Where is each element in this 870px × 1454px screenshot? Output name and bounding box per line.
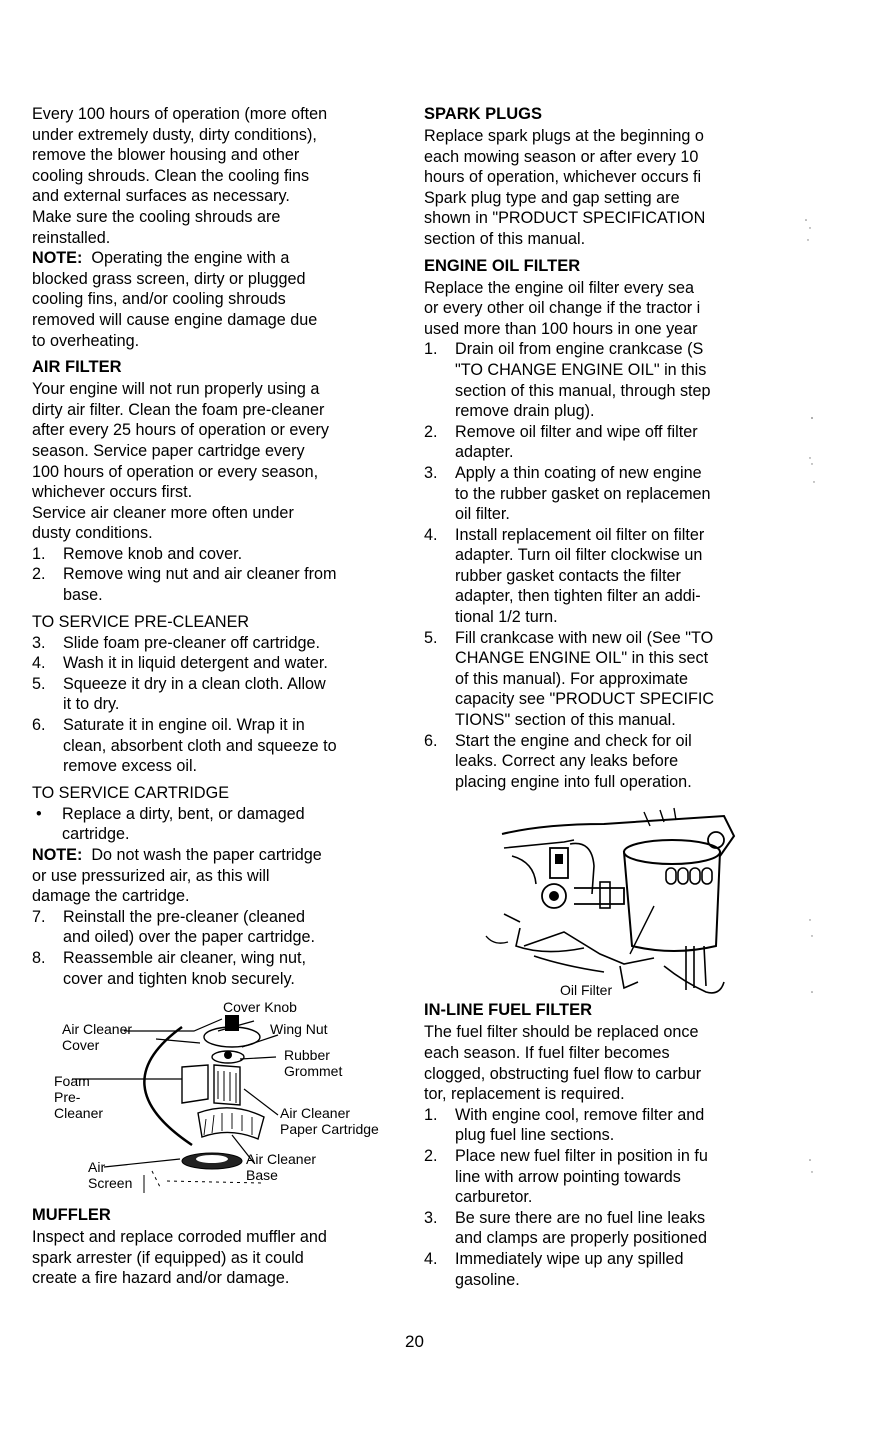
pre-cleaner-heading: TO SERVICE PRE-CLEANER	[32, 612, 250, 631]
fuel-filter-text	[424, 1022, 804, 1104]
text-line: adapter, then tighten filter an addi-	[455, 587, 701, 606]
text-line: remove the blower housing and other	[32, 146, 300, 165]
text-line: cartridge.	[62, 825, 130, 844]
list-item	[32, 544, 407, 565]
text-line: season. Service paper cartridge every	[32, 441, 305, 460]
text-line: With engine cool, remove filter and	[455, 1105, 705, 1124]
list-text	[63, 907, 407, 948]
text-line: Squeeze it dry in a clean cloth. Allow	[63, 674, 326, 693]
text-line: Start the engine and check for oil	[455, 731, 692, 750]
list-item	[32, 653, 407, 674]
text-line: removed will cause engine damage due	[32, 310, 318, 329]
list-marker: 5.	[32, 674, 46, 693]
text-line: Slide foam pre-cleaner off cartridge.	[63, 633, 321, 652]
list-text	[63, 948, 407, 989]
text-line: Operating the engine with a	[82, 249, 290, 268]
text-line: Make sure the cooling shrouds are	[32, 207, 281, 226]
list-text	[455, 463, 804, 525]
list-marker: 7.	[32, 907, 46, 926]
list-text	[455, 1249, 804, 1290]
text-line: damage the cartridge.	[32, 887, 190, 906]
list-text	[455, 525, 804, 628]
list-item	[424, 628, 804, 731]
text-line: Spark plug type and gap setting are	[424, 188, 680, 207]
text-line: under extremely dusty, dirty conditions),	[32, 125, 317, 144]
note-label: NOTE:	[32, 249, 83, 268]
text-line: placing engine into full operation.	[455, 772, 692, 791]
list-text	[455, 1105, 804, 1146]
list-text	[455, 628, 804, 731]
list-text	[63, 564, 407, 605]
list-item	[32, 907, 407, 948]
text-line: Reinstall the pre-cleaner (cleaned	[63, 907, 306, 926]
text-line: Install replacement oil filter on filter	[455, 525, 705, 544]
text-line: Inspect and replace corroded muffler and	[32, 1228, 327, 1247]
list-text	[63, 674, 407, 715]
text-line: tional 1/2 turn.	[455, 608, 558, 627]
list-item	[32, 715, 407, 777]
list-item	[424, 731, 804, 793]
text-line: 100 hours of operation or every season,	[32, 462, 319, 481]
text-line: and oiled) over the paper cartridge.	[63, 928, 315, 947]
text-line: adapter. Turn oil filter clockwise un	[455, 546, 703, 565]
note-overheating	[32, 248, 407, 351]
text-line: reinstalled.	[32, 228, 111, 247]
oil-filter-heading: ENGINE OIL FILTER	[424, 256, 581, 275]
label-wing-nut: Wing Nut	[270, 1021, 328, 1038]
text-line: remove drain plug).	[455, 402, 595, 421]
list-text	[455, 1208, 804, 1249]
scan-specks	[800, 200, 830, 1300]
list-item	[32, 674, 407, 715]
text-line: plug fuel line sections.	[455, 1126, 615, 1145]
text-line: Remove knob and cover.	[63, 544, 243, 563]
text-line: clean, absorbent cloth and squeeze to	[63, 736, 337, 755]
text-line: line with arrow pointing towards	[455, 1167, 681, 1186]
text-line: Every 100 hours of operation (more often	[32, 105, 328, 123]
text-line: TIONS" section of this manual.	[455, 711, 676, 730]
text-line: of this manual). For approximate	[455, 669, 689, 688]
oil-filter-diagram	[424, 796, 804, 1000]
cartridge-bullet	[32, 804, 407, 845]
spark-plugs-text	[424, 126, 804, 250]
text-line: cover and tighten knob securely.	[63, 969, 295, 988]
list-marker: 5.	[424, 628, 438, 647]
list-item	[424, 1105, 804, 1146]
list-text	[455, 731, 804, 793]
muffler-text	[32, 1227, 407, 1289]
list-marker: 1.	[424, 1105, 438, 1124]
left-column	[32, 104, 407, 1289]
list-marker: 3.	[424, 463, 438, 482]
text-line: section of this manual.	[424, 229, 586, 248]
list-text	[455, 1146, 804, 1208]
list-item	[424, 1249, 804, 1290]
text-line: tor, replacement is required.	[424, 1085, 625, 1104]
text-line: Do not wash the paper cartridge	[82, 846, 322, 864]
text-line: Be sure there are no fuel line leaks	[455, 1208, 706, 1227]
list-item	[32, 564, 407, 605]
list-item	[424, 463, 804, 525]
text-line: whichever occurs first.	[32, 483, 193, 502]
text-line: used more than 100 hours in one year	[424, 319, 698, 338]
cooling-intro	[32, 104, 407, 248]
text-line: to the rubber gasket on replacemen	[455, 484, 711, 503]
text-line: shown in "PRODUCT SPECIFICATION	[424, 209, 706, 228]
text-line: Replace a dirty, bent, or damaged	[62, 804, 305, 823]
text-line: Reassemble air cleaner, wing nut,	[63, 948, 306, 967]
text-line: Immediately wipe up any spilled	[455, 1249, 684, 1268]
air-filter-text	[32, 379, 407, 544]
list-marker: 3.	[424, 1208, 438, 1227]
text-line: each season. If fuel filter becomes	[424, 1044, 670, 1062]
text-line: Remove wing nut and air cleaner from	[63, 565, 337, 584]
text-line: adapter.	[455, 443, 514, 462]
label-air-cleaner-cover: Air Cleaner Cover	[62, 1021, 133, 1054]
list-marker: 4.	[424, 1249, 438, 1268]
text-line: clogged, obstructing fuel flow to carbur	[424, 1064, 702, 1083]
text-line: section of this manual, through step	[455, 381, 711, 400]
text-line: leaks. Correct any leaks before	[455, 752, 679, 771]
list-marker: 3.	[32, 633, 46, 652]
label-air-screen: Air Screen	[88, 1159, 133, 1192]
list-text	[455, 422, 804, 463]
text-line: The fuel filter should be replaced once	[424, 1023, 699, 1042]
label-foam-pre-cleaner: Foam Pre- Cleaner	[54, 1073, 104, 1122]
list-item	[424, 525, 804, 628]
fuel-filter-heading: IN-LINE FUEL FILTER	[424, 1001, 593, 1020]
label-rubber-grommet: Rubber Grommet	[284, 1047, 343, 1080]
list-marker: 4.	[32, 654, 46, 673]
air-cleaner-diagram	[32, 995, 407, 1195]
list-text	[63, 715, 407, 777]
text-line: it to dry.	[63, 695, 120, 714]
list-marker: 2.	[32, 565, 46, 584]
note-label: NOTE:	[32, 846, 83, 864]
text-line: after every 25 hours of operation or every	[32, 421, 329, 440]
text-line: Replace spark plugs at the beginning o	[424, 127, 704, 145]
list-item	[424, 1208, 804, 1249]
text-line: Replace the engine oil filter every sea	[424, 278, 694, 297]
text-line: remove excess oil.	[63, 757, 198, 776]
air-filter-steps	[32, 544, 407, 606]
text-line: Wash it in liquid detergent and water.	[63, 654, 328, 673]
list-marker: 1.	[32, 544, 46, 563]
text-line: Fill crankcase with new oil (See "TO	[455, 628, 714, 647]
text-line: hours of operation, whichever occurs fi	[424, 168, 702, 187]
fuel-filter-steps	[424, 1105, 804, 1290]
text-line: rubber gasket contacts the filter	[455, 566, 681, 585]
label-air-cleaner-paper-cartridge: Air Cleaner Paper Cartridge	[280, 1105, 379, 1138]
text-line: each mowing season or after every 10	[424, 147, 699, 166]
text-line: gasoline.	[455, 1270, 520, 1289]
text-line: blocked grass screen, dirty or plugged	[32, 269, 306, 288]
text-line: base.	[63, 586, 103, 605]
list-item	[32, 633, 407, 654]
right-column	[424, 104, 804, 1290]
oil-filter-text	[424, 278, 804, 340]
list-item	[424, 1146, 804, 1208]
oil-filter-steps	[424, 339, 804, 792]
text-line: Apply a thin coating of new engine	[455, 463, 702, 482]
label-air-cleaner-base: Air Cleaner Base	[246, 1151, 317, 1184]
text-line: Remove oil filter and wipe off filter	[455, 422, 698, 441]
list-text	[455, 339, 804, 421]
label-cover-knob: Cover Knob	[223, 999, 297, 1016]
list-item	[424, 339, 804, 421]
text-line: Your engine will not run properly using a	[32, 380, 320, 399]
text-line: oil filter.	[455, 505, 510, 524]
oil-filter-drawing	[424, 796, 804, 1000]
list-marker: 6.	[424, 731, 438, 750]
text-line: cooling shrouds. Clean the cooling fins	[32, 166, 310, 185]
cartridge-steps	[32, 907, 407, 989]
list-marker: •	[36, 804, 42, 823]
text-line: Service air cleaner more often under	[32, 503, 294, 522]
list-text	[63, 544, 407, 565]
spark-plugs-heading: SPARK PLUGS	[424, 105, 542, 123]
list-item	[32, 948, 407, 989]
list-marker: 4.	[424, 525, 438, 544]
text-line: Drain oil from engine crankcase (S	[455, 340, 704, 359]
text-line: CHANGE ENGINE OIL" in this sect	[455, 649, 709, 668]
note-cartridge	[32, 845, 407, 907]
list-marker: 6.	[32, 716, 46, 735]
text-line: spark arrester (if equipped) as it could	[32, 1248, 304, 1267]
text-line: carburetor.	[455, 1188, 533, 1207]
list-text	[63, 633, 407, 654]
list-marker: 2.	[424, 422, 438, 441]
muffler-heading: MUFFLER	[32, 1206, 111, 1225]
text-line: and external surfaces as necessary.	[32, 187, 290, 206]
text-line: or use pressurized air, as this will	[32, 866, 270, 885]
list-marker: 2.	[424, 1146, 438, 1165]
page-number: 20	[405, 1332, 424, 1351]
text-line: "TO CHANGE ENGINE OIL" in this	[455, 360, 707, 379]
text-line: dusty conditions.	[32, 524, 153, 543]
list-item	[32, 804, 407, 845]
list-marker: 1.	[424, 340, 438, 359]
list-marker: 8.	[32, 948, 46, 967]
list-text	[63, 653, 407, 674]
pre-cleaner-steps	[32, 633, 407, 777]
text-line: Saturate it in engine oil. Wrap it in	[63, 716, 305, 735]
list-text	[62, 804, 407, 845]
label-oil-filter: Oil Filter	[560, 982, 613, 999]
list-item	[424, 422, 804, 463]
text-line: Place new fuel filter in position in fu	[455, 1146, 708, 1165]
text-line: cooling fins, and/or cooling shrouds	[32, 290, 286, 309]
text-line: and clamps are properly positioned	[455, 1229, 707, 1248]
text-line: capacity see "PRODUCT SPECIFIC	[455, 690, 715, 709]
text-line: dirty air filter. Clean the foam pre-cleaner	[32, 400, 325, 419]
cartridge-heading: TO SERVICE CARTRIDGE	[32, 783, 229, 802]
text-line: to overheating.	[32, 331, 140, 350]
text-line: create a fire hazard and/or damage.	[32, 1269, 290, 1288]
air-filter-heading: AIR FILTER	[32, 358, 122, 377]
text-line: or every other oil change if the tractor i	[424, 299, 701, 318]
